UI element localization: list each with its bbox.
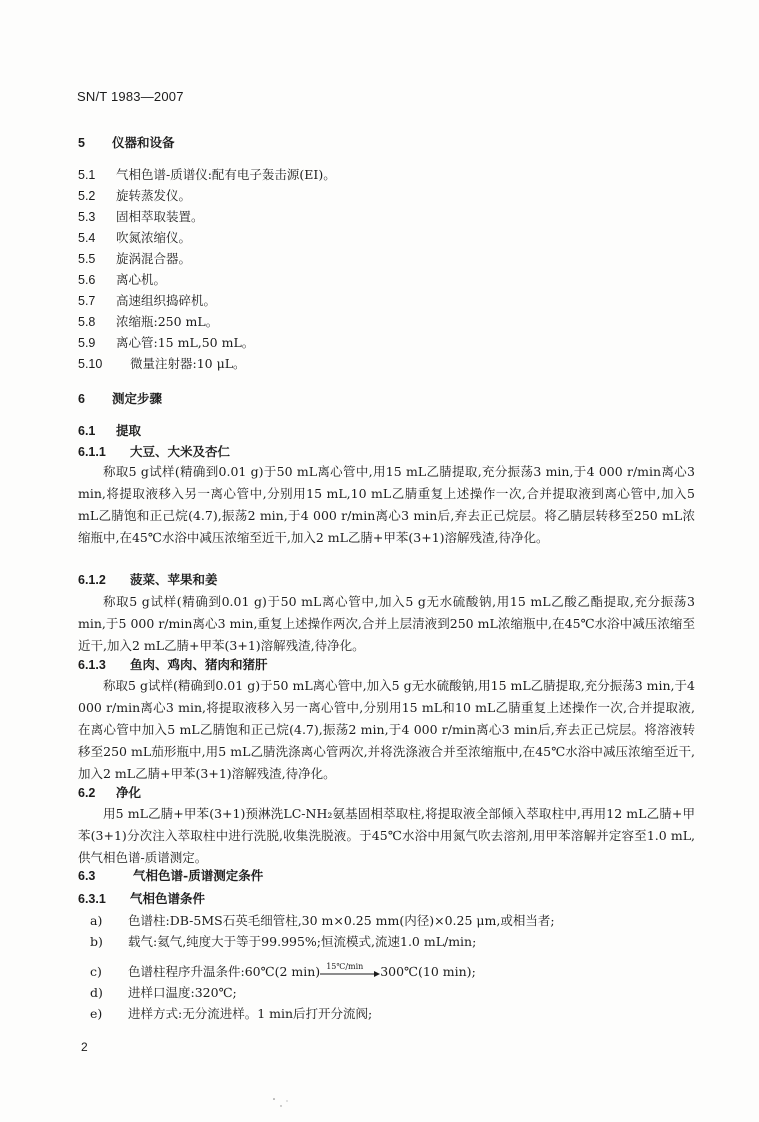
list-item: 5.1 气相色谱-质谱仪:配有电子轰击源(EI)。 bbox=[78, 167, 336, 182]
paragraph-6-1-3: 称取5 g试样(精确到0.01 g)于50 mL离心管中,加入5 g无水硫酸钠,用15 mL乙腈提取,充分振荡3 min,于4 000 r/min离心3 min,将提取液移入另一离心管中,分别用15 mL和10 mL乙腈重复上述操作一次,合并提取液,在离心管中加入5 mL乙腈饱和正己烷(4.7),振荡2 min,于4 000 r/min离心3 min后,弃去正己烷层。将溶液转移至250 mL茄形瓶中,用5 mL乙腈洗涤离心管两次,并将洗涤液合并至浓缩瓶中,在45℃水浴中减压浓缩至近干,加入2 mL乙腈+甲苯(3+1)溶解残渣,待净化。 bbox=[78, 678, 695, 781]
arrow-right-icon bbox=[320, 971, 380, 977]
list-item: 5.4 吹氮浓缩仪。 bbox=[78, 230, 192, 245]
list-item: d) 进样口温度:320℃; bbox=[90, 985, 237, 1000]
scan-speck-decoration bbox=[272, 1096, 292, 1110]
ramp-rate-label: 15℃/min bbox=[326, 961, 364, 971]
list-item: 5.3 固相萃取装置。 bbox=[78, 209, 204, 224]
section-6-1-heading: 6.1 提取 bbox=[78, 423, 142, 438]
temperature-ramp-arrow bbox=[320, 961, 380, 980]
paragraph-6-2: 用5 mL乙腈+甲苯(3+1)预淋洗LC-NH₂氨基固相萃取柱,将提取液全部倾入萃取柱中,再用12 mL乙腈+甲苯(3+1)分次注入萃取柱中进行洗脱,收集洗脱液。于45℃水浴中用氮气吹去溶剂,用甲苯溶解并定容至1.0 mL,供气相色谱-质谱测定。 bbox=[78, 806, 695, 865]
section-6-1-3-heading: 6.1.3 鱼肉、鸡肉、猪肉和猪肝 bbox=[78, 657, 268, 672]
section-6-3-1-heading: 6.3.1 气相色谱条件 bbox=[78, 891, 206, 906]
section-6-1-1-heading: 6.1.1 大豆、大米及杏仁 bbox=[78, 444, 231, 459]
list-item: 5.2 旋转蒸发仪。 bbox=[78, 188, 192, 203]
list-item: 5.6 离心机。 bbox=[78, 272, 167, 287]
list-item: 5.5 旋涡混合器。 bbox=[78, 251, 192, 266]
section-6-3-heading: 6.3 气相色谱-质谱测定条件 bbox=[78, 868, 264, 883]
doc-code: SN/T 1983—2007 bbox=[77, 89, 184, 104]
paragraph-6-1-2: 称取5 g试样(精确到0.01 g)于50 mL离心管中,加入5 g无水硫酸钠,用15 mL乙酸乙酯提取,充分振荡3 min,于5 000 r/min离心3 min,重复上述操作两次,合并上层清液到250 mL浓缩瓶中,在45℃水浴中减压浓缩至近干,加入2 mL乙腈+甲苯(3+1)溶解残渣,待净化。 bbox=[78, 594, 695, 653]
section-6-1-2-heading: 6.1.2 菠菜、苹果和姜 bbox=[78, 572, 218, 587]
list-item: b) 载气:氦气,纯度大于等于99.995%;恒流模式,流速1.0 mL/min; bbox=[90, 934, 477, 949]
paragraph-6-1-1: 称取5 g试样(精确到0.01 g)于50 mL离心管中,用15 mL乙腈提取,充分振荡3 min,于4 000 r/min离心3 min,将提取液移入另一离心管中,分别用15 mL,10 mL乙腈重复上述操作一次,合并提取液到离心管中,加入5 mL乙腈饱和正己烷(4.7),振荡2 min,于4 000 r/min离心3 min后,弃去正己烷层。将乙腈层转移至250 mL浓缩瓶中,在45℃水浴中减压浓缩至近干,加入2 mL乙腈+甲苯(3+1)溶解残渣,待净化。 bbox=[78, 464, 695, 545]
list-item: 5.8 浓缩瓶:250 mL。 bbox=[78, 314, 219, 329]
list-item: c) 色谱柱程序升温条件:60℃(2 min) 15℃/min 300℃(10 min); bbox=[90, 962, 476, 982]
section-6-2-heading: 6.2 净化 bbox=[78, 785, 142, 800]
list-item: a) 色谱柱:DB-5MS石英毛细管柱,30 m×0.25 mm(内径)×0.25 μm,或相当者; bbox=[90, 913, 555, 928]
list-item: 5.9 离心管:15 mL,50 mL。 bbox=[78, 335, 255, 350]
page-number: 2 bbox=[81, 1040, 88, 1054]
list-item: 5.10 微量注射器:10 μL。 bbox=[78, 356, 246, 371]
list-item: 5.7 高速组织捣碎机。 bbox=[78, 293, 217, 308]
section-5-heading: 5 仪器和设备 bbox=[78, 135, 175, 150]
list-item: e) 进样方式:无分流进样。1 min后打开分流阀; bbox=[90, 1006, 373, 1021]
section-6-heading: 6 测定步骤 bbox=[78, 391, 163, 406]
